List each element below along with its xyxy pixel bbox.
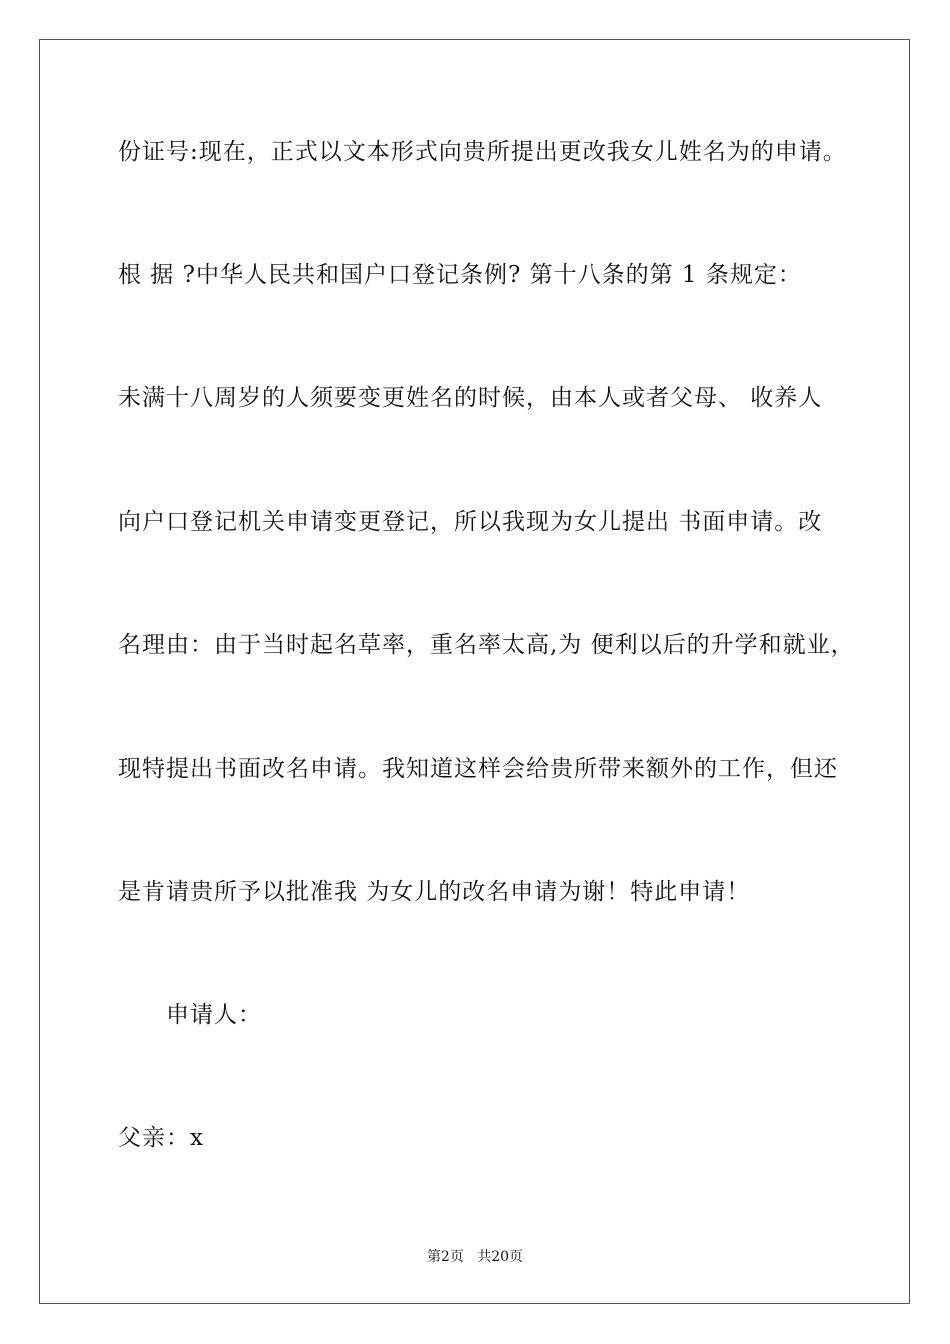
father-line: 父亲：x xyxy=(118,1125,204,1151)
page-footer xyxy=(0,1248,950,1266)
body-text-line-2: 根 据 ?中华人民共和国户口登记条例? 第十八条的第 1 条规定： xyxy=(118,262,802,288)
body-text-line-1: 份证号:现在，正式以文本形式向贵所提出更改我女儿姓名为的申请。 xyxy=(118,139,847,165)
page-border xyxy=(39,39,910,1304)
body-text-line-7: 是肯请贵所予以批准我 为女儿的改名申请为谢！特此申请！ xyxy=(118,879,751,905)
body-text-line-3: 未满十八周岁的人须要变更姓名的时候，由本人或者父母、 收养人 xyxy=(118,385,823,411)
page-total: 共20页 xyxy=(477,1249,524,1265)
body-text-line-5: 名理由：由于当时起名草率，重名率太高,为 便利以后的升学和就业， xyxy=(118,632,855,658)
page-number: 第2页 xyxy=(426,1249,464,1265)
body-text-line-6: 现特提出书面改名申请。我知道这样会给贵所带来额外的工作，但还 xyxy=(118,756,838,782)
applicant-label: 申请人： xyxy=(166,1002,262,1028)
body-text-line-4: 向户口登记机关申请变更登记，所以我现为女儿提出 书面申请。改 xyxy=(118,509,823,535)
